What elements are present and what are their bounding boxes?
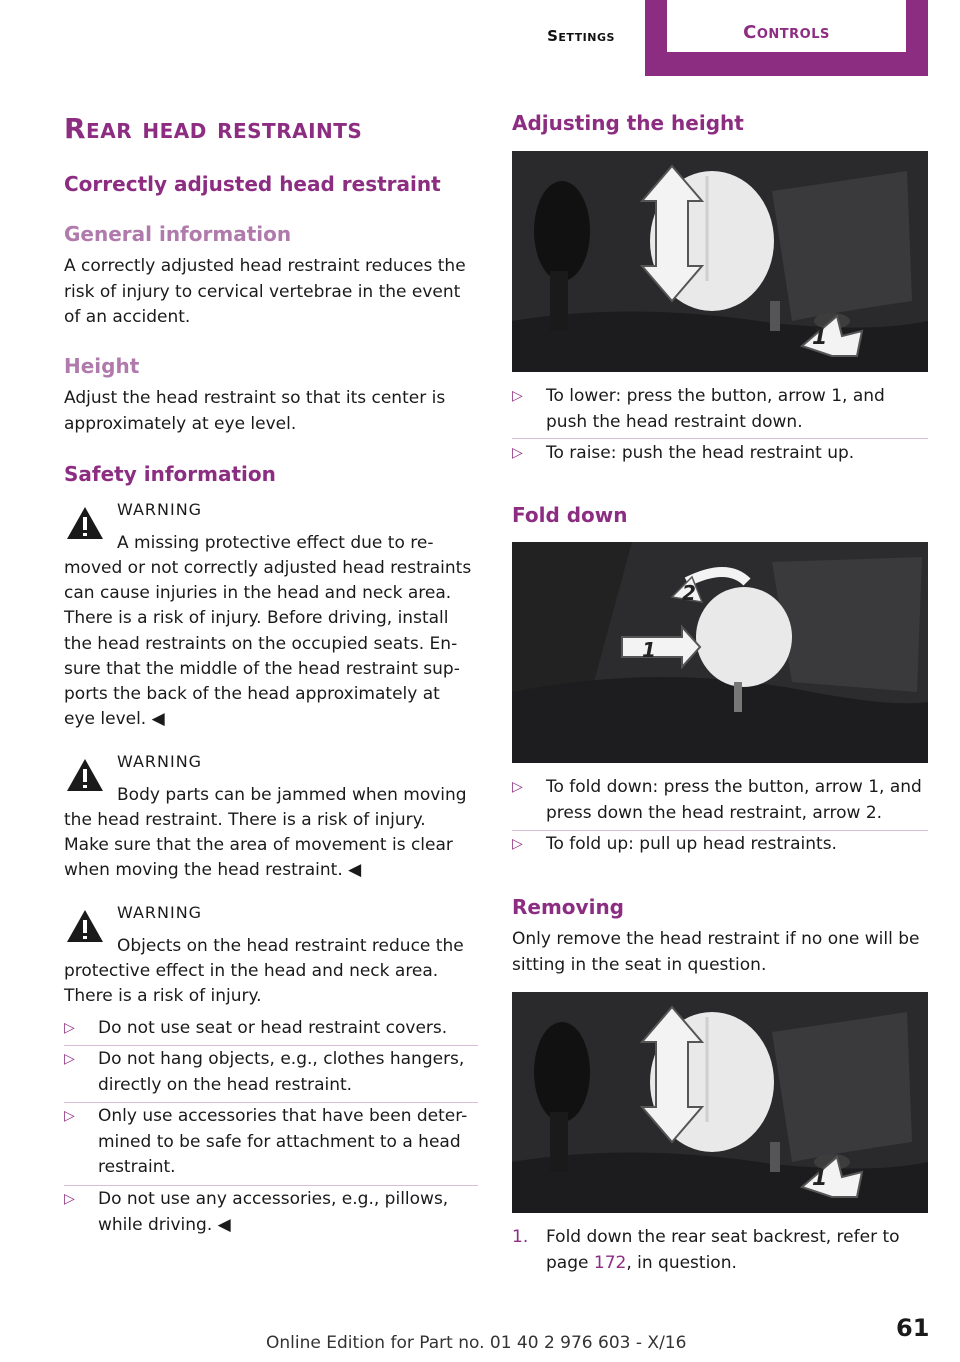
heading-fold-down: Fold down (512, 503, 628, 527)
height-text: Adjust the head restraint so that its center is approximately at eye level. (64, 388, 446, 434)
divider (64, 1045, 478, 1046)
general-information-text: A correctly adjusted head restraint reduces the risk of injury to cervical vertebrae in the event of an accident. (64, 256, 466, 327)
warning-line: moved or not correctly adjusted head restraints (64, 558, 472, 578)
list-item (512, 441, 928, 467)
bullet-icon: ▷ (64, 1051, 75, 1067)
bullet-icon: ▷ (64, 1020, 75, 1036)
warning-icon (66, 506, 104, 540)
warning-line: the head restraint. There is a risk of injury. (64, 810, 426, 830)
page-link[interactable]: 172 (593, 1252, 627, 1273)
divider (512, 438, 928, 439)
heading-safety-information: Safety information (64, 462, 276, 486)
page-number: 61 (896, 1314, 930, 1342)
footer-text: Online Edition for Part no. 01 40 2 976 603 - X/16 (266, 1333, 687, 1353)
warning-line: when moving the head restraint. ◀ (64, 860, 362, 880)
page-title: Rear head restraints (64, 112, 363, 145)
tab-controls[interactable] (645, 0, 928, 76)
warning-line: eye level. ◀ (64, 709, 165, 729)
arrow-label: 1 (812, 1166, 828, 1191)
bullet-icon: ▷ (512, 445, 523, 461)
list-item (64, 1187, 478, 1239)
divider (64, 1102, 478, 1103)
bullet-icon: ▷ (512, 836, 523, 852)
step-number: 1. (512, 1227, 529, 1247)
tab-settings[interactable]: Settings (547, 27, 615, 45)
list-item (64, 1047, 478, 1099)
warning-line: A missing protective effect due to re- (117, 533, 434, 553)
head-restraint-height-illustration (512, 151, 928, 372)
list-item (512, 832, 928, 858)
section-heading-correctly-adjusted: Correctly adjusted head restraint (64, 172, 441, 196)
warning-line: Objects on the head restraint reduce the (117, 936, 464, 956)
heading-removing: Removing (512, 895, 624, 919)
removing-text: Only remove the head restraint if no one will be sitting in the seat in question. (512, 929, 920, 975)
arrow-label: 1 (812, 325, 828, 350)
list-item (512, 384, 928, 436)
warning-title: WARNING (117, 903, 203, 922)
bullet-icon: ▷ (512, 779, 523, 795)
list-item-text: Do not hang objects, e.g., clothes hangers, directly on the head restraint. (98, 1049, 465, 1095)
heading-general-information: General information (64, 222, 292, 246)
list-item-text: To lower: press the button, arrow 1, and push the head restraint down. (546, 386, 885, 432)
list-item-text: Do not use seat or head restraint covers. (98, 1018, 448, 1038)
list-item-text: To fold up: pull up head restraints. (546, 834, 837, 854)
arrow-label: 1 (642, 638, 656, 662)
warning-line: sure that the middle of the head restraint sup- (64, 659, 460, 679)
warning-title: WARNING (117, 752, 203, 771)
list-item-text: To fold down: press the button, arrow 1, and press down the head restraint, arrow 2. (546, 777, 922, 823)
divider (64, 1185, 478, 1186)
warning-line: ports the back of the head approximately at (64, 684, 440, 704)
warning-icon (66, 909, 104, 943)
tab-controls-label: Controls (667, 0, 906, 52)
divider (512, 830, 928, 831)
list-item-text: To raise: push the head restraint up. (546, 443, 855, 463)
head-restraint-removing-illustration (512, 992, 928, 1213)
list-item (64, 1016, 478, 1042)
warning-line: can cause injuries in the head and neck area. (64, 583, 452, 603)
list-item-text: Only use accessories that have been deter-mined to be safe for attachment to a head restraint. (98, 1106, 468, 1177)
warning-line: protective effect in the head and neck area. (64, 961, 439, 981)
heading-adjusting-height: Adjusting the height (512, 111, 744, 135)
bullet-icon: ▷ (64, 1191, 75, 1207)
warning-line: There is a risk of injury. (64, 986, 262, 1006)
step-text-before: Fold down the rear seat backrest, refer to page (546, 1227, 900, 1273)
head-restraint-fold-illustration (512, 542, 928, 763)
bullet-icon: ▷ (64, 1108, 75, 1124)
heading-height: Height (64, 354, 140, 378)
warning-line: the head restraints on the occupied seats. En- (64, 634, 458, 654)
list-item-text: Do not use any accessories, e.g., pillows, while driving. ◀ (98, 1189, 449, 1235)
arrow-label: 2 (682, 581, 696, 605)
list-item (64, 1104, 478, 1182)
warning-line: Make sure that the area of movement is clear (64, 835, 453, 855)
step-text (546, 1225, 930, 1276)
step-text-after: , in question. (626, 1252, 737, 1273)
list-item (512, 775, 928, 827)
step-item (512, 1225, 928, 1277)
warning-icon (66, 758, 104, 792)
warning-title: WARNING (117, 500, 203, 519)
warning-line: There is a risk of injury. Before driving, install (64, 608, 449, 628)
warning-line: Body parts can be jammed when moving (117, 785, 467, 805)
bullet-icon: ▷ (512, 388, 523, 404)
